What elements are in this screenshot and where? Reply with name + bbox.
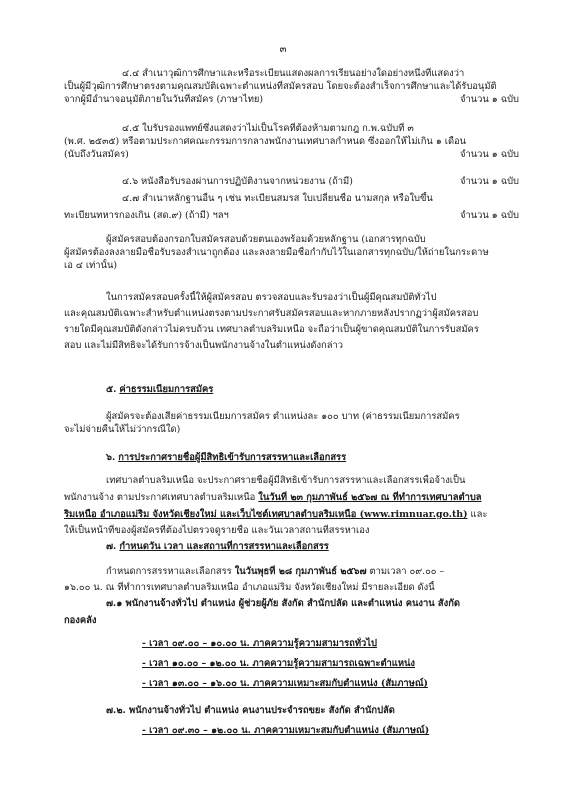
schedule-row: - เวลา ๑๓.๐๐ – ๑๖.๐๐ น. ภาคความเหมาะสมกับตำแหน่ง (สัมภาษณ์) <box>142 678 428 689</box>
quantity-label: จำนวน ๑ ฉบับ <box>459 149 519 160</box>
doc-item-4-6 <box>64 175 519 188</box>
paragraph-line: ในการสมัครสอบครั้งนี้ให้ผู้สมัครสอบ ตรวจสอบและรับรองว่าเป็นผู้มีคุณสมบัติทั่วไป <box>106 292 437 303</box>
paragraph-line: เทศบาลตำบลริมเหนือ จะประกาศรายชื่อผู้มีสิทธิเข้ารับการสรรหาและเลือกสรรเพื่อจ้างเป็น <box>106 475 466 486</box>
doc-item-line: ๔.๗ สำเนาหลักฐานอื่น ๆ เช่น ทะเบียนสมรส ใบเปลี่ยนชื่อ นามสกุล หรือใบขึ้น <box>122 193 433 204</box>
doc-item-text: ทะเบียนทหารกองเกิน (สด.๙) (ถ้ามี) ฯลฯ <box>64 210 229 221</box>
section-heading <box>64 540 519 553</box>
section-heading <box>64 451 519 464</box>
announcement-location: ริมเหนือ อำเภอแม่ริม จังหวัดเชียงใหม่ และเว็บไซต์เทศบาลตำบลริมเหนือ (www.rimnuar.go.th) <box>64 509 468 520</box>
subsection-7-1-heading-cont: กองคลัง <box>64 615 97 626</box>
paragraph-line: และคุณสมบัติเฉพาะสำหรับตำแหน่งตรงตามประกาศรับสมัครสอบและหากภายหลังปรากฏว่าผู้สมัครสอบ <box>64 308 479 319</box>
doc-item-line: (พ.ศ. ๒๕๓๕) หรือตามประกาศคณะกรรมการกลางพนักงานเทศบาลกำหนด ซึ่งออกให้ไม่เกิน ๑ เดือน <box>64 136 467 147</box>
text-fragment: พนักงานจ้าง ตามประกาศเทศบาลตำบลริมเหนือ <box>64 492 259 503</box>
section-number: ๕. <box>106 384 117 395</box>
quantity-label: จำนวน ๑ ฉบับ <box>459 94 519 105</box>
section-title: กำหนดวัน เวลา และสถานที่การสรรหาและเลือกสรร <box>119 541 329 552</box>
doc-item-text: จากผู้มีอำนาจอนุมัติภายในวันที่สมัคร (ภาษาไทย) <box>64 94 264 105</box>
doc-item-4-4 <box>64 67 519 106</box>
doc-item-line <box>64 209 519 222</box>
section-6 <box>64 451 519 537</box>
page-number: ๓ <box>279 44 287 55</box>
paragraph-line: รายใดมีคุณสมบัติดังกล่าวไม่ครบถ้วน เทศบาลตำบลริมเหนือ จะถือว่าเป็นผู้ขาดคุณสมบัติในการรับสมัคร <box>64 324 479 335</box>
doc-item-line <box>64 175 519 188</box>
subsection-7-2-heading: ๗.๒. พนักงานจ้างทั่วไป ตำแหน่ง คนงานประจำรถขยะ สังกัด สำนักปลัด <box>106 705 395 716</box>
section-title: การประกาศรายชื่อผู้มีสิทธิเข้ารับการสรรหาและเลือกสรร <box>118 452 347 463</box>
section-number: ๗. <box>106 541 117 552</box>
paragraph-line: จะไม่จ่ายคืนให้ไม่ว่ากรณีใด) <box>64 424 181 435</box>
doc-item-text: ๔.๖ หนังสือรับรองผ่านการปฏิบัติงานจากหน่วยงาน (ถ้ามี) <box>122 176 353 187</box>
paragraph-line: ๑๖.๐๐ น. ณ ที่ทำการเทศบาลตำบลริมเหนือ อำเภอแม่ริม จังหวัดเชียงใหม่ มีรายละเอียด ดังนี้ <box>64 582 435 593</box>
paragraph-line: ผู้สมัครสอบต้องกรอกใบสมัครสอบด้วยตนเองพร้อมด้วยหลักฐาน (เอกสารทุกฉบับ <box>106 234 426 245</box>
paragraph-line: ผู้สมัครต้องลงลายมือชื่อรับรองสำเนาถูกต้อง และลงลายมือชื่อกำกับไว้ในเอกสารทุกฉบับ/ให้ถ่ายในกระดาษ <box>64 247 489 258</box>
paragraph-line <box>64 508 519 521</box>
text-fragment: และ <box>467 509 488 520</box>
section-title: ค่าธรรมเนียมการสมัคร <box>119 384 214 395</box>
doc-item-4-7 <box>64 192 519 222</box>
paragraph-line <box>64 565 519 578</box>
schedule-row: - เวลา ๐๙.๓๐ – ๑๒.๐๐ น. ภาคความเหมาะสมกับตำแหน่ง (สัมภาษณ์) <box>142 725 430 736</box>
text-fragment: ตามเวลา ๐๙.๐๐ – <box>366 566 445 577</box>
quantity-label: จำนวน ๑ ฉบับ <box>459 176 519 187</box>
paragraph-line: ให้เป็นหน้าที่ของผู้สมัครที่ต้องไปตรวจดูรายชื่อ และวันเวลาสถานที่สรรหาเอง <box>64 525 370 536</box>
doc-item-line: เป็นผู้มีวุฒิการศึกษาตรงตามคุณสมบัติเฉพาะตำแหน่งที่สมัครสอบ โดยจะต้องสำเร็จการศึกษาและได้รับอนุมัติ <box>64 81 497 92</box>
paragraph-line: เอ ๔ เท่านั้น) <box>64 260 118 271</box>
doc-item-line: ๔.๕ ใบรับรองแพทย์ซึ่งแสดงว่าไม่เป็นโรคที่ต้องห้ามตามกฎ ก.พ.ฉบับที่ ๓ <box>122 123 414 134</box>
doc-item-4-5 <box>64 122 519 161</box>
section-number: ๖. <box>106 452 116 463</box>
quantity-label: จำนวน ๑ ฉบับ <box>459 210 519 221</box>
section-5 <box>64 383 519 436</box>
doc-item-line: ๔.๔ สำเนาวุฒิการศึกษาและหรือระเบียนแสดงผลการเรียนอย่างใดอย่างหนึ่งที่แสดงว่า <box>122 68 465 79</box>
subsection-7-1-heading: ๗.๑ พนักงานจ้างทั่วไป ตำแหน่ง ผู้ช่วยผู้ภัย สังกัด สำนักปลัด และตำแหน่ง คนงาน สังกัด <box>106 598 460 609</box>
paragraph-line: ผู้สมัครจะต้องเสียค่าธรรมเนียมการสมัคร ตำแหน่งละ ๑๐๐ บาท (ค่าธรรมเนียมการสมัคร <box>106 411 460 422</box>
doc-item-text: (นับถึงวันสมัคร) <box>64 149 129 160</box>
section-heading <box>64 383 519 396</box>
paragraph-line: สอบ และไม่มีสิทธิจะได้รับการจ้างเป็นพนักงานจ้างในตำแหน่งดังกล่าว <box>64 340 344 351</box>
qualification-paragraph <box>64 291 519 352</box>
section-7 <box>64 540 519 737</box>
announcement-date: ในวันที่ ๒๓ กุมภาพันธ์ ๒๕๖๗ ณ ที่ทำการเทศบาลตำบล <box>258 492 482 503</box>
schedule-row: - เวลา ๑๐.๐๐ – ๑๒.๐๐ น. ภาคความรู้ความสามารถเฉพาะตำแหน่ง <box>142 658 416 669</box>
selection-date: ในวันพุธที่ ๒๘ กุมภาพันธ์ ๒๕๖๗ <box>234 566 367 577</box>
text-fragment: กำหนดการสรรหาและเลือกสรร <box>106 566 235 577</box>
doc-item-line <box>64 93 519 106</box>
schedule-row: - เวลา ๐๙.๐๐ – ๑๐.๐๐ น. ภาคความรู้ความสามารถทั่วไป <box>142 638 377 649</box>
signing-instructions <box>64 233 519 272</box>
paragraph-line <box>64 491 519 504</box>
doc-item-line <box>64 148 519 161</box>
